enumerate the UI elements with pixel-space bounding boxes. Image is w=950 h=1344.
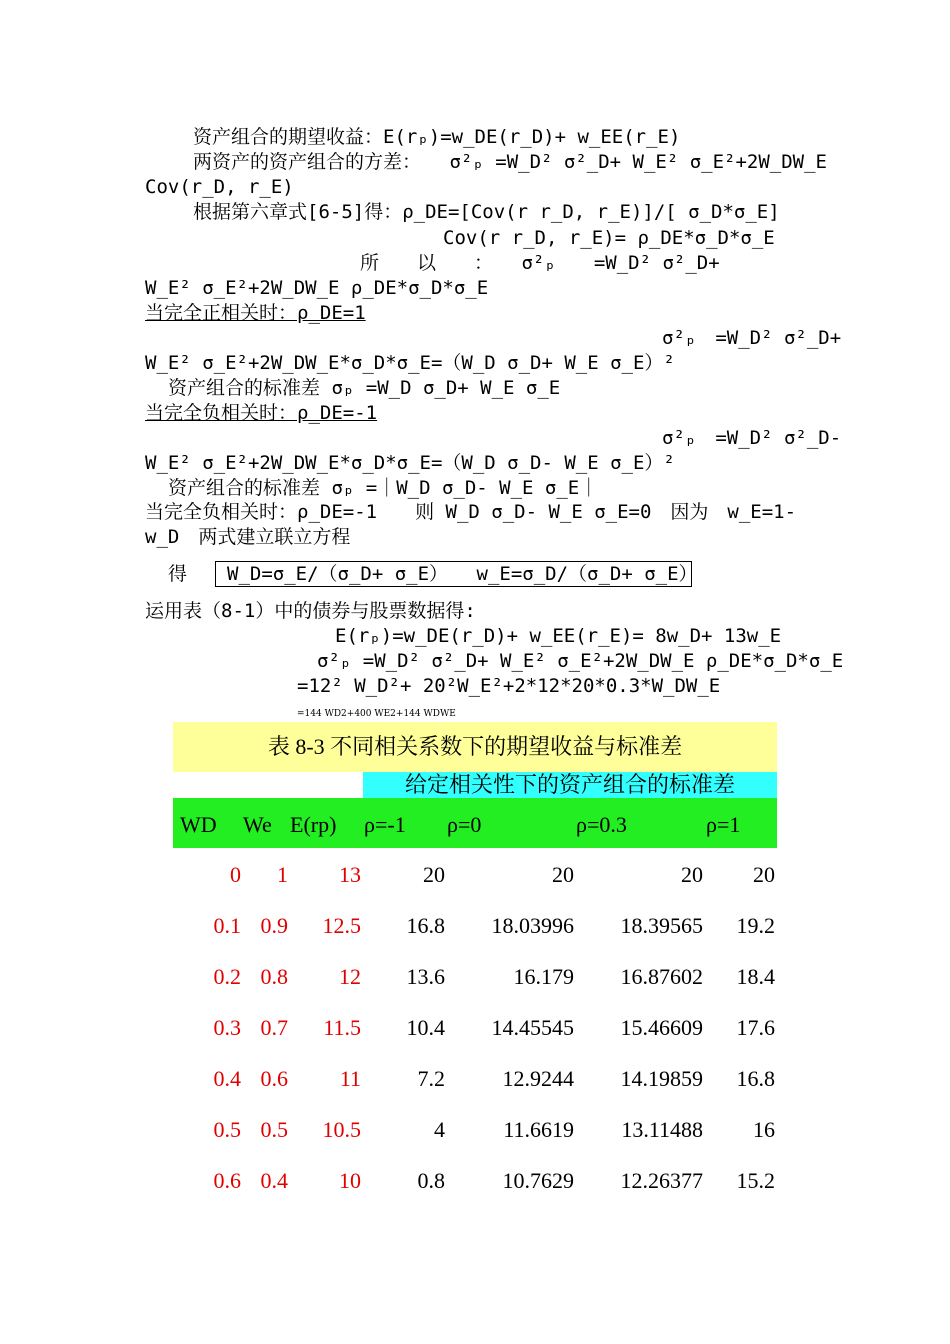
- table-cell-rho-1: 19.2: [736, 913, 775, 938]
- table-cell-erp: 13: [339, 862, 361, 887]
- text-line-4: 根据第六章式[6-5]得：ρ_DE=[Cov(r r_D, r_E)]/[ σ_D*σ_E]: [193, 201, 780, 223]
- text-line-6: 所 以 ： σ²ₚ =W_D² σ²_D+: [360, 252, 720, 274]
- table-cell-rho-1: 16.8: [736, 1066, 775, 1091]
- table-cell-rho-minus1: 10.4: [406, 1015, 445, 1040]
- table-subheader: 给定相关性下的资产组合的标准差: [404, 772, 735, 797]
- table-cell-wd: 0.5: [213, 1117, 241, 1142]
- table-cell-rho-0: 18.03996: [491, 913, 574, 938]
- column-header-rho-0-3: ρ=0.3: [576, 812, 627, 837]
- table-cell-wd: 0.1: [213, 913, 241, 938]
- table-cell-rho-0-3: 16.87602: [620, 964, 703, 989]
- text-line-12: 当完全负相关时：ρ_DE=-1: [145, 402, 378, 424]
- table-cell-rho-1: 17.6: [736, 1015, 775, 1040]
- column-header-rho-0: ρ=0: [447, 812, 482, 837]
- table-cell-rho-minus1: 4: [434, 1117, 445, 1142]
- text-line-24: =144 WD2+400 WE2+144 WDWE: [297, 709, 456, 719]
- table-cell-rho-minus1: 13.6: [406, 964, 445, 989]
- text-line-9: σ²ₚ =W_D² σ²_D+: [662, 327, 842, 349]
- table-cell-rho-0: 12.9244: [502, 1066, 574, 1091]
- table-cell-rho-minus1: 20: [423, 862, 445, 887]
- text-line-10: W_E² σ_E²+2W_DW_E*σ_D*σ_E=（W_D σ_D+ W_E σ_E）²: [145, 352, 675, 374]
- table-cell-rho-0: 14.45545: [491, 1015, 574, 1040]
- table-cell-we: 0.9: [260, 913, 288, 938]
- text-line-15: 资产组合的标准差 σₚ =｜W_D σ_D- W_E σ_E｜: [168, 477, 599, 499]
- table-cell-rho-1: 18.4: [736, 964, 775, 989]
- table-cell-we: 0.6: [260, 1066, 288, 1091]
- text-line-13: σ²ₚ =W_D² σ²_D-: [662, 427, 842, 449]
- text-line-11: 资产组合的标准差 σₚ =W_D σ_D+ W_E σ_E: [168, 377, 561, 399]
- table-cell-rho-minus1: 16.8: [406, 913, 445, 938]
- table-cell-rho-0: 11.6619: [503, 1117, 574, 1142]
- text-line-3: Cov(r_D, r_E): [145, 176, 294, 198]
- table-cell-rho-0-3: 15.46609: [620, 1015, 703, 1040]
- table-cell-erp: 10: [339, 1168, 361, 1193]
- table-cell-we: 0.8: [260, 964, 288, 989]
- table-cell-rho-1: 16: [753, 1117, 775, 1142]
- text-line-20: 运用表（8-1）中的债券与股票数据得:: [145, 600, 476, 622]
- table-cell-erp: 11: [339, 1066, 361, 1091]
- text-line-7: W_E² σ_E²+2W_DW_E ρ_DE*σ_D*σ_E: [145, 277, 489, 299]
- text-line-5: Cov(r r_D, r_E)= ρ_DE*σ_D*σ_E: [443, 227, 775, 249]
- table-cell-wd: 0: [230, 862, 241, 887]
- text-line-22: σ²ₚ =W_D² σ²_D+ W_E² σ_E²+2W_DW_E ρ_DE*σ_D*σ_E: [317, 650, 844, 672]
- table-cell-wd: 0.2: [213, 964, 241, 989]
- table-cell-we: 1: [277, 862, 288, 887]
- column-header-rho-minus1: ρ=-1: [364, 812, 406, 837]
- table-cell-rho-0-3: 18.39565: [620, 913, 703, 938]
- column-header-rho-1: ρ=1: [706, 812, 741, 837]
- table-cell-rho-1: 15.2: [736, 1168, 775, 1193]
- table-title: 表 8-3 不同相关系数下的期望收益与标准差: [267, 734, 683, 759]
- column-header-wd: WD: [180, 812, 217, 837]
- column-header-we: We: [243, 812, 272, 837]
- table-cell-rho-minus1: 0.8: [417, 1168, 445, 1193]
- table-cell-rho-0: 16.179: [513, 964, 574, 989]
- table-cell-erp: 12: [339, 964, 361, 989]
- table-cell-wd: 0.4: [213, 1066, 241, 1091]
- text-line-17: w_D 两式建立联立方程: [145, 526, 351, 548]
- table-cell-erp: 12.5: [322, 913, 361, 938]
- text-line-16: 当完全负相关时：ρ_DE=-1 则 W_D σ_D- W_E σ_E=0 因为 w_E=1-: [145, 501, 797, 523]
- table-cell-erp: 11.5: [323, 1015, 361, 1040]
- table-cell-we: 0.7: [260, 1015, 288, 1040]
- table-cell-rho-0-3: 12.26377: [620, 1168, 703, 1193]
- text-line-8: 当完全正相关时：ρ_DE=1: [145, 302, 366, 324]
- table-cell-rho-1: 20: [753, 862, 775, 887]
- text-line-2: 两资产的资产组合的方差： σ²ₚ =W_D² σ²_D+ W_E² σ_E²+2W_DW_E: [193, 151, 827, 173]
- table-cell-rho-0-3: 14.19859: [620, 1066, 703, 1091]
- text-line-23: =12² W_D²+ 20²W_E²+2*12*20*0.3*W_DW_E: [297, 675, 721, 697]
- table-cell-rho-0: 10.7629: [502, 1168, 574, 1193]
- text-line-21: E(rₚ)=w_DE(r_D)+ w_EE(r_E)= 8w_D+ 13w_E: [335, 625, 782, 647]
- column-header-erp: E(rp): [290, 812, 337, 837]
- text-line-18: 得: [168, 563, 188, 585]
- text-line-14: W_E² σ_E²+2W_DW_E*σ_D*σ_E=（W_D σ_D- W_E σ_E）²: [145, 452, 675, 474]
- text-line-1: 资产组合的期望收益：E(rₚ)=w_DE(r_D)+ w_EE(r_E): [193, 126, 681, 148]
- table-cell-rho-0-3: 13.11488: [621, 1117, 703, 1142]
- table-cell-rho-minus1: 7.2: [417, 1066, 445, 1091]
- table-cell-rho-0: 20: [552, 862, 574, 887]
- table-cell-rho-0-3: 20: [681, 862, 703, 887]
- table-cell-erp: 10.5: [322, 1117, 361, 1142]
- table-cell-wd: 0.6: [213, 1168, 241, 1193]
- table-cell-we: 0.5: [260, 1117, 288, 1142]
- table-cell-wd: 0.3: [213, 1015, 241, 1040]
- text-line-19: W_D=σ_E/（σ_D+ σ_E） w_E=σ_D/（σ_D+ σ_E）: [227, 563, 698, 585]
- table-cell-we: 0.4: [260, 1168, 288, 1193]
